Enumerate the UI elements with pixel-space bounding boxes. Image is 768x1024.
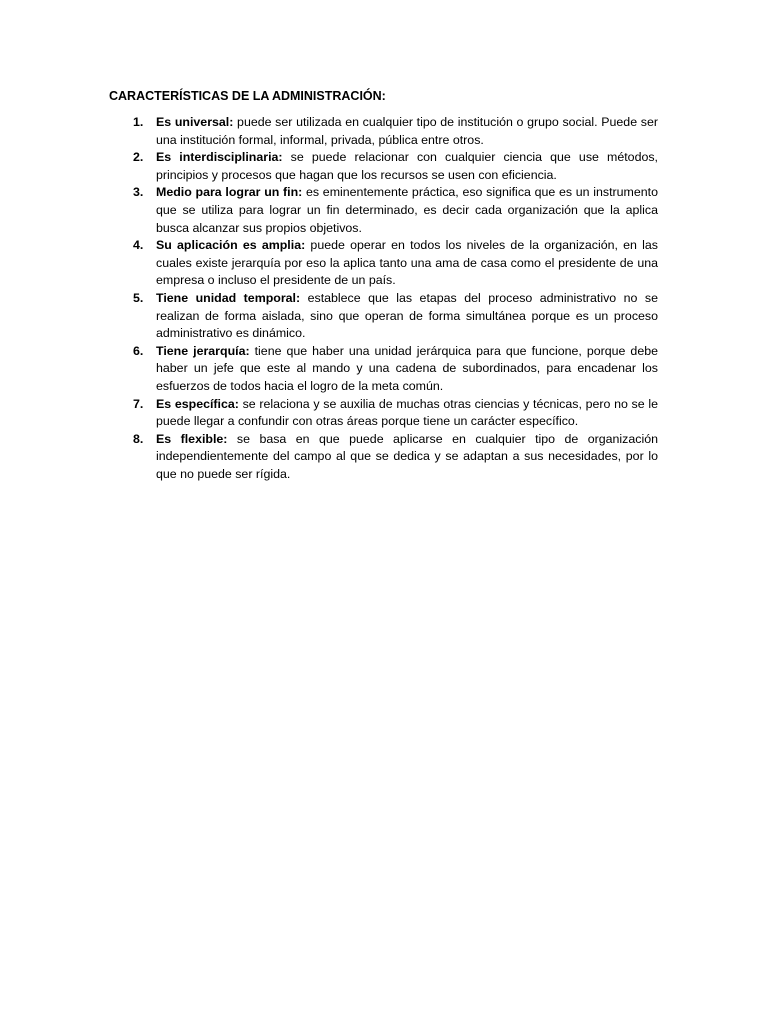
item-term: Tiene jerarquía: [156,343,250,358]
item-description: se puede relacionar con cualquier ciencia que use métodos, principios y procesos que hagan que los recursos se usen con eficiencia. [156,150,658,182]
list-item [109,184,658,237]
list-item [109,237,658,290]
item-number: 2. [133,150,144,165]
item-term: Tiene unidad temporal: [156,290,301,305]
item-number: 4. [133,238,144,253]
list-item [109,290,658,343]
item-description: se basa en que puede aplicarse en cualquier tipo de organización independientemente del campo al que se dedica y se adaptan a sus necesidades, por lo que no puede ser rígida. [156,431,658,481]
item-description: puede operar en todos los niveles de la organización, en las cuales existe jerarquía por eso la aplica tanto una ama de casa como el presidente de una empresa o incluso el presidente de un país. [156,238,658,288]
item-term: Es específica: [156,396,239,411]
item-number: 5. [133,290,144,305]
item-term: Es flexible: [156,431,228,446]
item-description: es eminentemente práctica, eso significa que es un instrumento que se utiliza para lograr un fin determinado, es decir cada organización que la aplica busca alcanzar sus propios objetivos. [156,185,658,235]
list-item [109,343,658,396]
item-number: 7. [133,396,144,411]
item-description: tiene que haber una unidad jerárquica para que funcione, porque debe haber un jefe que este al mando y una cadena de subordinados, para encadenar los esfuerzos de todos hacia el logro de la meta común. [156,343,658,393]
item-description: establece que las etapas del proceso administrativo no se realizan de forma aislada, sino que operan de forma simultánea porque es un proceso administrativo es dinámico. [156,290,658,341]
item-term: Es universal: [156,115,234,129]
list-item [109,396,658,431]
item-number: 1. [133,115,144,129]
item-term: Medio para lograr un fin: [156,185,303,200]
document-title: CARACTERÍSTICAS DE LA ADMINISTRACIÓN: [109,89,386,103]
list-item [109,149,658,184]
item-term: Es interdisciplinaria: [156,150,283,165]
item-number: 6. [133,343,144,358]
item-description: puede ser utilizada en cualquier tipo de institución o grupo social. Puede ser una institución formal, informal, privada, pública entre otros. [156,115,658,147]
list-item [109,114,658,149]
item-term: Su aplicación es amplia: [156,238,306,253]
item-description: se relaciona y se auxilia de muchas otras ciencias y técnicas, pero no se le puede llegar a confundir con otras áreas porque tiene un carácter específico. [156,396,658,429]
item-number: 8. [133,431,144,446]
characteristics-list [109,114,658,483]
item-number: 3. [133,185,144,200]
list-item [109,431,658,484]
